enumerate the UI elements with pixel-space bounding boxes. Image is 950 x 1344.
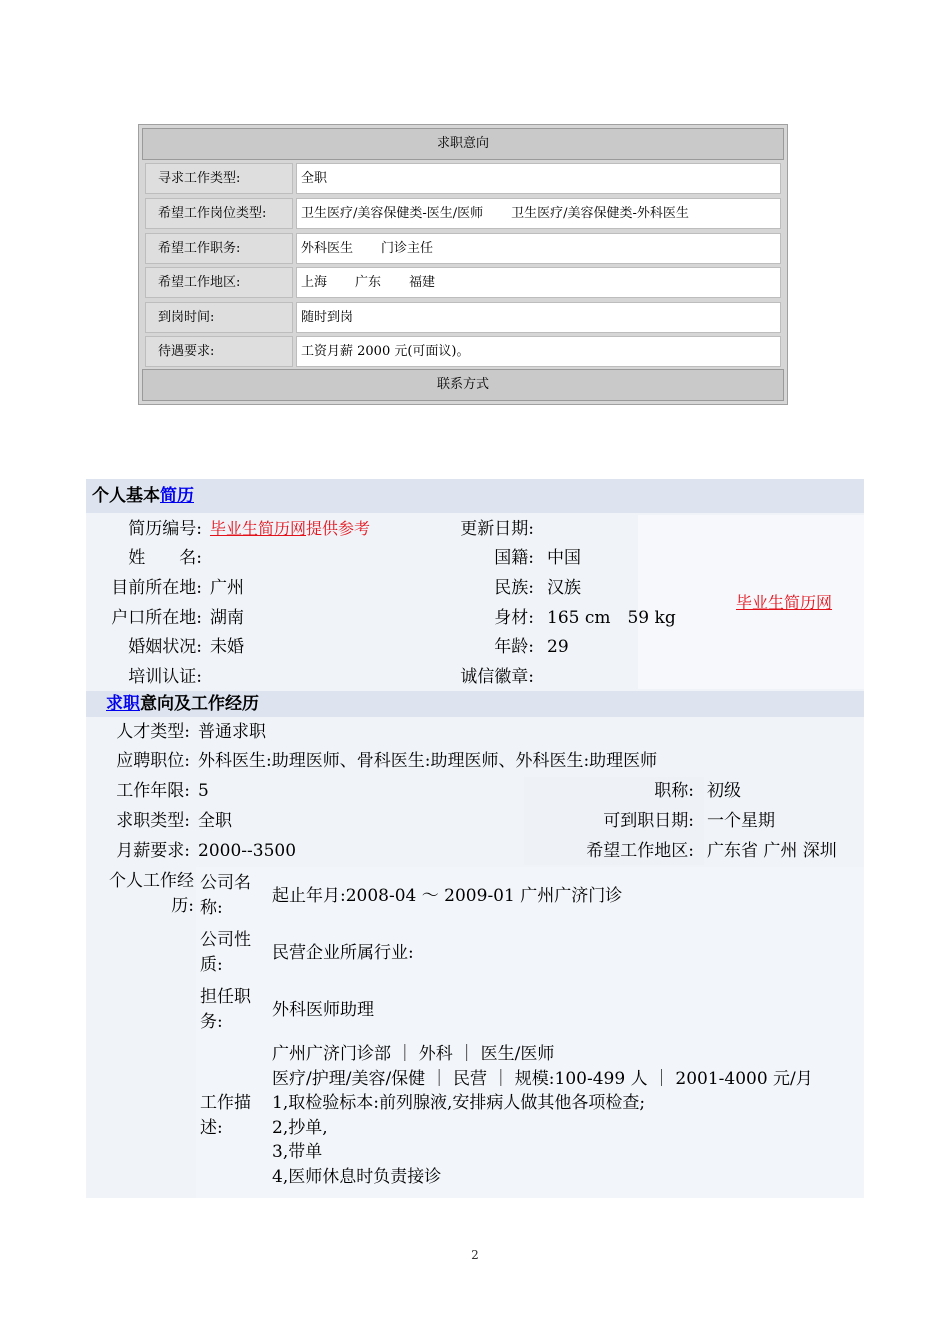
talent-label: 人才类型: (116, 722, 190, 742)
row-value: 随时到岗 (296, 302, 781, 333)
avail-label: 可到职日期: (603, 811, 694, 831)
salary-value: 2000--3500 (198, 841, 297, 861)
nationality-label: 国籍: (494, 548, 534, 568)
page-number: 2 (471, 1248, 479, 1262)
position-value: 外科医生:助理医师、骨科医生:助理医师、外科医生:助理医师 (198, 751, 658, 771)
company-value: 起止年月:2008-04 ～ 2009-01 广州广济门诊 (272, 886, 623, 906)
nature-label (200, 928, 251, 978)
credit-label: 诚信徽章: (460, 667, 534, 687)
type-value: 全职 (198, 811, 232, 831)
body-label: 身材: (494, 608, 534, 628)
value-item: 门诊主任 (381, 241, 434, 256)
duty-label-line2: 务: (200, 1012, 223, 1032)
desc-line: 4,医师休息时负责接诊 (272, 1166, 442, 1187)
type-label: 求职类型: (116, 811, 190, 831)
position-label: 应聘职位: (116, 751, 190, 771)
table-row (142, 161, 784, 194)
years-label: 工作年限: (116, 781, 190, 801)
talent-value: 普通求职 (198, 722, 266, 742)
marital-label: 婚姻状况: (128, 637, 202, 657)
desc-label (200, 1091, 251, 1141)
basic-title-prefix: 个人基本 (92, 486, 160, 506)
table-row (142, 231, 784, 264)
ethnicity-value: 汉族 (547, 578, 581, 598)
title-label: 职称: (654, 781, 694, 801)
resume-no-label: 简历编号: (128, 519, 202, 539)
experience-label (86, 869, 194, 919)
basic-section-title (86, 479, 864, 513)
hukou-label: 户口所在地: (111, 608, 202, 628)
region-value: 广东省 广州 深圳 (707, 841, 837, 861)
row-label: 寻求工作类型: (145, 163, 293, 194)
location-label: 目前所在地: (111, 578, 202, 598)
row-label: 待遇要求: (145, 336, 293, 367)
graduate-resume-site-link[interactable]: 毕业生简历网 (736, 593, 833, 612)
intent-section-title (86, 691, 864, 717)
years-value: 5 (198, 781, 209, 801)
value-item: 广东 (355, 275, 382, 290)
job-seeking-link[interactable]: 求职 (106, 694, 140, 714)
title-value: 初级 (707, 781, 741, 801)
desc-line: 2,抄单, (272, 1117, 328, 1138)
training-label: 培训认证: (128, 667, 202, 687)
salary-label: 月薪要求: (116, 841, 190, 861)
side-link-cell (736, 588, 832, 618)
intent-title-suffix: 意向及工作经历 (140, 694, 259, 714)
table-row (142, 265, 784, 298)
resume-no-suffix: 提供参考 (306, 519, 371, 538)
ethnicity-label: 民族: (494, 578, 534, 598)
age-value: 29 (547, 637, 569, 657)
company-label-line1: 公司名 (200, 873, 251, 893)
location-value: 广州 (210, 578, 244, 598)
desc-line: 1,取检验标本:前列腺液,安排病人做其他各项检查; (272, 1093, 646, 1114)
experience-label-line1: 个人工作经 (109, 871, 194, 891)
hukou-value: 湖南 (210, 608, 244, 628)
desc-line: 3,带单 (272, 1142, 323, 1163)
row-label: 希望工作地区: (145, 267, 293, 298)
table-row (142, 334, 784, 367)
graduate-resume-link[interactable]: 毕业生简历网 (210, 519, 307, 538)
table-row (142, 196, 784, 229)
contact-header: 联系方式 (142, 369, 784, 401)
company-label-line2: 称: (200, 898, 223, 918)
update-label: 更新日期: (460, 519, 534, 539)
resume-table (86, 479, 864, 1198)
row-value (296, 233, 781, 264)
row-label: 到岗时间: (145, 302, 293, 333)
intent-table-header: 求职意向 (142, 128, 784, 160)
resume-no-value (210, 514, 370, 544)
name-label: 姓 名: (128, 548, 202, 568)
nature-value: 民营企业所属行业: (272, 943, 414, 963)
desc-label-line2: 述: (200, 1118, 223, 1138)
company-label (200, 871, 251, 921)
value-item: 外科医生 (301, 241, 354, 256)
marital-value: 未婚 (210, 637, 244, 657)
region-label: 希望工作地区: (586, 841, 694, 861)
table-row (142, 300, 784, 333)
body-value: 165 cm 59 kg (547, 608, 676, 628)
avail-value: 一个星期 (707, 811, 775, 831)
nationality-value: 中国 (547, 548, 581, 568)
age-label: 年龄: (494, 637, 534, 657)
duty-value: 外科医师助理 (272, 1000, 374, 1020)
row-value (296, 267, 781, 298)
desc-label-line1: 工作描 (200, 1093, 251, 1113)
desc-line: 广州广济门诊部 ｜ 外科 ｜ 医生/医师 (272, 1044, 555, 1064)
value-item: 卫生医疗/美容保健类-医生/医师 (301, 206, 484, 221)
row-label: 希望工作岗位类型: (145, 198, 293, 229)
row-value: 工资月薪 2000 元(可面议)。 (296, 336, 781, 367)
value-item: 上海 (301, 275, 328, 290)
value-item: 福建 (409, 275, 436, 290)
nature-label-line1: 公司性 (200, 930, 251, 950)
duty-label-line1: 担任职 (200, 987, 251, 1007)
desc-lines (272, 1042, 813, 1190)
resume-link[interactable]: 简历 (160, 486, 194, 506)
job-intent-table (138, 124, 788, 405)
row-value: 全职 (296, 163, 781, 194)
duty-label (200, 985, 251, 1035)
experience-label-line2: 历: (171, 896, 194, 916)
value-item: 卫生医疗/美容保健类-外科医生 (511, 206, 689, 221)
row-value (296, 198, 781, 229)
row-label: 希望工作职务: (145, 233, 293, 264)
nature-label-line2: 质: (200, 955, 223, 975)
desc-line: 医疗/护理/美容/保健 ｜ 民营 ｜ 规模:100-499 人 ｜ 2001-4000 元/月 (272, 1068, 813, 1089)
